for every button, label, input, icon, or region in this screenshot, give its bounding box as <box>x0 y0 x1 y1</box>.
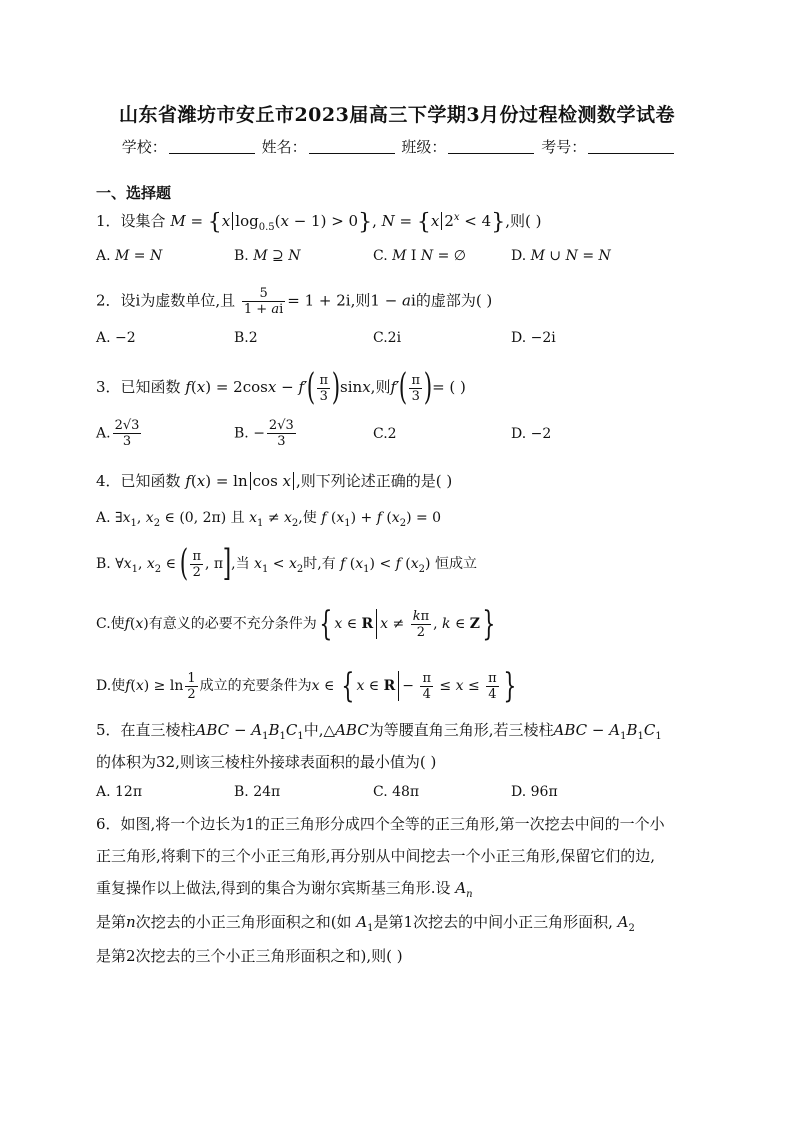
q1-option-b[interactable]: B. M ⊇ N <box>234 248 301 264</box>
question-2-options <box>96 330 716 352</box>
q2-option-c[interactable]: C.2i <box>373 330 402 346</box>
exam-title: 山东省潍坊市安丘市2023届高三下学期3月份过程检测数学试卷 <box>118 104 676 126</box>
exam-number-label: 考号： <box>541 138 587 156</box>
q3-option-d[interactable]: D. −2 <box>511 426 552 442</box>
q5-option-c[interactable]: C. 48π <box>373 784 420 800</box>
q4-option-b[interactable]: B. $\forall x_1$, $x_2$ ∈ ( $\frac{\pi}{2}$ , π],当 $x_1 < x_2$时,有 f $(x_1) < f$ $(x_2)$ 恒成立 <box>96 543 477 584</box>
question-3: 3．已知函数 f(x) = 2cosx − f′( $\frac{\pi}{3}$ )sinx,则f′( $\frac{\pi}{3}$ )= ( ) <box>96 367 466 408</box>
question-1-options <box>96 248 716 270</box>
question-1: 1．设集合 M = {x $\log_{0.5}(x - 1) > 0$}, N = {x $2^x < 4$},则( ) <box>96 210 542 235</box>
fraction-5-over-1-plus-ai: $\frac{5}{1 + ai}$ <box>243 286 284 317</box>
student-info-line <box>0 136 794 157</box>
q4-option-d[interactable]: D.使f(x) ≥ ln $\frac{1}{2}$ 成立的充要条件为x ∈ { x ∈ R − $\frac{\pi}{4}$ ≤ x ≤ $\frac{\pi}{4}$ } <box>96 666 517 706</box>
q1-option-c[interactable]: C. M I N = ∅ <box>373 248 466 264</box>
q3-option-c[interactable]: C.2 <box>373 426 397 442</box>
q1-option-d[interactable]: D. M ∪ N = N <box>511 248 611 264</box>
name-blank <box>309 139 395 154</box>
school-label: 学校： <box>121 138 167 156</box>
class-label: 班级： <box>401 138 447 156</box>
question-4: 4．已知函数 f(x) = ln cos x ,则下列论述正确的是( ) <box>96 472 453 490</box>
question-5-options <box>96 784 716 806</box>
question-5: 5．在直三棱柱ABC − $A_1B_1C_1$中,△ABC为等腰直角三角形,若三棱柱ABC − $A_1B_1C_1$ <box>96 721 662 742</box>
question-6-line-4: 是第n次挖去的小正三角形面积之和(如 $A_1$是第1次挖去的中间小正三角形面积, $A_2$ <box>96 913 635 934</box>
question-6-line-5: 是第2次挖去的三个小正三角形面积之和),则( ) <box>96 947 403 965</box>
q5-option-d[interactable]: D. 96π <box>511 784 558 800</box>
q5-option-a[interactable]: A. 12π <box>96 784 143 800</box>
q4-option-c[interactable]: C.使f(x)有意义的必要不充分条件为{ x ∈ R x ≠ $\frac{k\pi}{2}$ , k ∈ Z} <box>96 604 496 644</box>
q4-option-a[interactable]: A. $\exists x_1$, $x_2$ ∈ (0, 2π) 且 $x_1 \ne x_2$,使 f $(x_1) + f$ $(x_2) = 0$ <box>96 510 442 529</box>
question-3-options <box>96 418 716 458</box>
q2-option-a[interactable]: A. −2 <box>96 330 136 346</box>
class-blank <box>448 139 534 154</box>
question-6-line-3: 重复操作以上做法,得到的集合为谢尔宾斯基三角形.设 $A_n$ <box>96 879 473 900</box>
q5-option-b[interactable]: B. 24π <box>234 784 281 800</box>
school-blank <box>169 139 255 154</box>
exam-number-blank <box>588 139 674 154</box>
q2-option-b[interactable]: B.2 <box>234 330 258 346</box>
q3-option-b[interactable]: B. − $\frac{2√3}{3}$ <box>234 418 294 449</box>
question-2: 2．设i为虚数单位,且 $\frac{5}{1 + ai}$ = 1 + 2i,则1 − ai的虚部为( ) <box>96 286 493 317</box>
question-6-line-1: 6．如图,将一个边长为1的正三角形分成四个全等的正三角形,第一次挖去中间的一个小 <box>96 815 665 833</box>
question-5-line-2: 的体积为32,则该三棱柱外接球表面积的最小值为( ) <box>96 753 437 771</box>
question-6-line-2: 正三角形,将剩下的三个小正三角形,再分别从中间挖去一个小正三角形,保留它们的边, <box>96 847 656 865</box>
q3-option-a[interactable]: A. $\frac{2√3}{3}$ <box>96 418 140 449</box>
q2-option-d[interactable]: D. −2i <box>511 330 556 346</box>
q1-option-a[interactable]: A. M = N <box>96 248 163 264</box>
section-heading: 一、选择题 <box>96 184 172 202</box>
name-label: 姓名： <box>261 138 307 156</box>
